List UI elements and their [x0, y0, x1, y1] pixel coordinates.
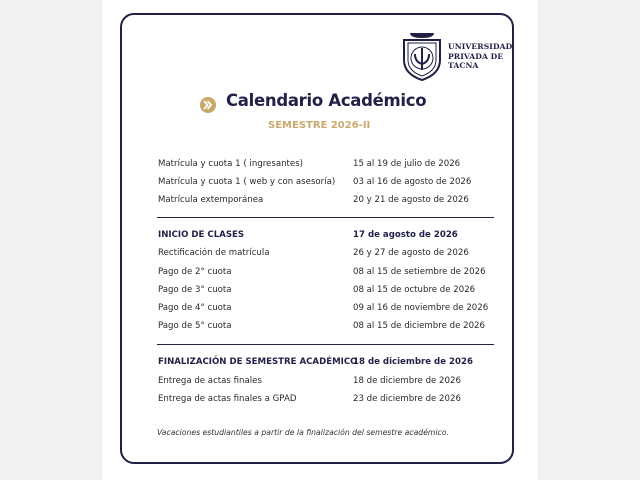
page-title: Calendario Académico: [226, 91, 427, 110]
university-crest-logo: [401, 30, 443, 82]
event-date: 18 de diciembre de 2026: [353, 357, 473, 367]
event-label: Matrícula extemporánea: [158, 195, 264, 205]
schedule-row-heading: [0, 355, 640, 369]
schedule-row: [0, 283, 640, 297]
event-date: 18 de diciembre de 2026: [353, 376, 461, 386]
schedule-row: [0, 157, 640, 171]
event-label: Pago de 2° cuota: [158, 267, 232, 277]
event-date: 03 al 16 de agosto de 2026: [353, 177, 472, 187]
schedule-row-heading: [0, 228, 640, 242]
footer-note: Vacaciones estudiantiles a partir de la finalización del semestre académico.: [157, 428, 449, 437]
schedule-row: [0, 301, 640, 315]
schedule-row: [0, 265, 640, 279]
event-date: 09 al 16 de noviembre de 2026: [353, 303, 489, 313]
event-date: 08 al 15 de setiembre de 2026: [353, 267, 486, 277]
schedule-row: [0, 175, 640, 189]
event-date: 08 al 15 de octubre de 2026: [353, 285, 476, 295]
event-label: Pago de 4° cuota: [158, 303, 232, 313]
event-label: Matrícula y cuota 1 ( web y con asesoría): [158, 177, 336, 187]
event-date: 26 y 27 de agosto de 2026: [353, 248, 469, 258]
university-name-line-3: TACNA: [448, 61, 479, 71]
event-date: 23 de diciembre de 2026: [353, 394, 461, 404]
schedule-row: [0, 374, 640, 388]
schedule-row: [0, 246, 640, 260]
event-label: Pago de 3° cuota: [158, 285, 232, 295]
event-date: 08 al 15 de diciembre de 2026: [353, 321, 485, 331]
section-divider: [157, 344, 494, 345]
event-label: Pago de 5° cuota: [158, 321, 232, 331]
semester-subtitle: SEMESTRE 2026-II: [268, 120, 371, 131]
event-date: 20 y 21 de agosto de 2026: [353, 195, 469, 205]
university-name: [448, 42, 512, 71]
double-chevron-right-icon: [200, 97, 216, 113]
event-label: Entrega de actas finales a GPAD: [158, 394, 297, 404]
university-name-line-2: PRIVADA DE: [448, 51, 504, 61]
event-date: 17 de agosto de 2026: [353, 230, 458, 240]
schedule-row: [0, 193, 640, 207]
section-divider: [157, 217, 494, 218]
event-label: INICIO DE CLASES: [158, 230, 245, 240]
event-label: FINALIZACIÓN DE SEMESTRE ACADÉMICO: [158, 357, 358, 367]
university-name-line-1: UNIVERSIDAD: [448, 42, 513, 51]
event-label: Matrícula y cuota 1 ( ingresantes): [158, 159, 304, 169]
schedule-row: [0, 392, 640, 406]
event-label: Rectificación de matrícula: [158, 248, 270, 258]
event-label: Entrega de actas finales: [158, 376, 262, 386]
event-date: 15 al 19 de julio de 2026: [353, 159, 461, 169]
schedule-row: [0, 319, 640, 333]
